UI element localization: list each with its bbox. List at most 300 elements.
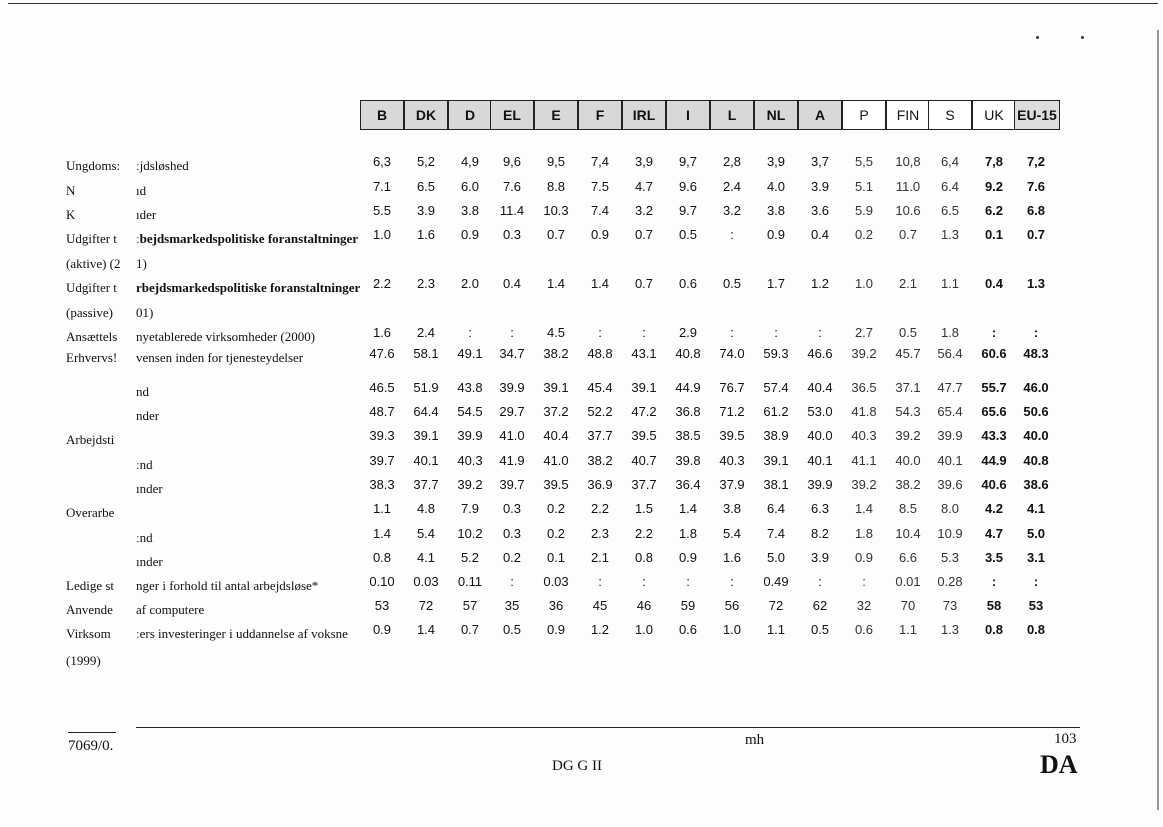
table-cell: : [598,325,602,340]
table-cell: : [774,325,778,340]
table-cell: : [468,325,472,340]
table-cell: 4.5 [546,325,566,340]
table-cell: 0.5 [678,227,698,242]
table-cell: : [1033,325,1039,340]
table-cell: 49.1 [457,346,483,361]
table-cell: 1.6 [722,550,742,565]
table-cell: 10.3 [543,203,569,218]
table-cell: 0.01 [895,574,921,589]
table-cell: 10.6 [895,203,921,218]
table-cell: 0.6 [678,276,698,291]
table-cell: 64.4 [413,404,439,419]
table-cell: 32 [856,598,872,613]
row-label-rest: ıd [136,183,147,198]
row-label-start: N [66,183,76,198]
table-cell: 38.6 [1023,477,1049,492]
country-header-irl: IRL [622,100,666,130]
row-label-rest: nger i forhold til antal arbejdsløse* [136,578,319,593]
table-cell: : [510,325,514,340]
row-label-rest: af computere [136,602,205,617]
footer-rule-left [68,732,116,733]
table-cell: 6.4 [766,501,786,516]
table-cell: 0.9 [766,227,786,242]
row-label-start: Arbejdsti [66,432,115,447]
table-cell: 0.2 [546,501,566,516]
footer-rule [136,727,1080,728]
table-cell: 40.1 [807,453,833,468]
table-cell: 4.7 [984,526,1004,541]
author-initials: mh [745,732,765,748]
table-cell: 0.5 [722,276,742,291]
row-label-start: (passive) [66,305,113,320]
table-cell: 3.8 [766,203,786,218]
row-label-start: Erhvervs! [66,350,118,365]
table-cell: 39.1 [543,380,569,395]
table-cell: 37.7 [413,477,439,492]
table-cell: 47.7 [937,380,963,395]
table-cell: 50.6 [1023,404,1049,419]
table-cell: 48.8 [587,346,613,361]
table-cell: 40.1 [413,453,439,468]
table-cell: 2.2 [634,526,654,541]
table-cell: 0.7 [634,227,654,242]
table-cell: 44.9 [675,380,701,395]
table-cell: 1.4 [372,526,392,541]
row-label-rest: ːjdsløshed [136,158,189,173]
table-cell: : [642,325,646,340]
row-label-rest: vensen inden for tjenesteydelser [136,350,304,365]
table-cell: 54.5 [457,404,483,419]
table-cell: 7.5 [590,179,610,194]
table-cell: 36.5 [851,380,877,395]
table-cell: 0.7 [898,227,918,242]
country-header-nl: NL [754,100,798,130]
table-cell: 9,5 [546,154,566,169]
row-label-start: Udgifter t [66,231,117,246]
table-cell: 5.3 [940,550,960,565]
table-cell: 2.0 [460,276,480,291]
table-cell: 0.8 [634,550,654,565]
table-cell: 6.8 [1026,203,1046,218]
row-label-rest: rbejdsmarkedspolitiske foranstaltninger [136,280,361,295]
table-cell: 0.8 [372,550,392,565]
country-header-e: E [534,100,578,130]
table-cell: 1.7 [766,276,786,291]
table-cell: 1.2 [810,276,830,291]
table-cell: 3.1 [1026,550,1046,565]
table-cell: 1.1 [766,622,786,637]
table-cell: 59.3 [763,346,789,361]
table-cell: 41.0 [543,453,569,468]
table-cell: 2.7 [854,325,874,340]
table-cell: 1.1 [898,622,918,637]
table-cell: 9.2 [984,179,1004,194]
table-cell: 1.0 [722,622,742,637]
table-cell: 46.5 [369,380,395,395]
scan-speck [1036,36,1039,39]
table-cell: 39.9 [499,380,525,395]
table-cell: 40.0 [807,428,833,443]
table-cell: 53 [374,598,390,613]
table-cell: 1.4 [854,501,874,516]
table-cell: 7.4 [590,203,610,218]
row-label-rest: ːbejdsmarkedspolitiske foranstaltninger [136,231,359,246]
table-cell: 40.6 [981,477,1007,492]
table-cell: 2,8 [722,154,742,169]
row-label-start: Udgifter t [66,280,117,295]
document-reference: 7069/0. [68,738,114,754]
table-cell: 11.4 [499,203,525,218]
table-cell: 9,7 [678,154,698,169]
country-header-d: D [448,100,492,130]
table-cell: 10.9 [937,526,963,541]
table-cell: 1.3 [1026,276,1046,291]
table-cell: 46 [636,598,652,613]
table-cell: 4.8 [416,501,436,516]
table-cell: 55.7 [981,380,1007,395]
table-cell: 0.9 [590,227,610,242]
table-cell: 45 [592,598,608,613]
table-cell: 40.7 [631,453,657,468]
country-header-fin: FIN [886,100,930,130]
table-cell: 37.9 [719,477,745,492]
country-header-i: I [666,100,710,130]
country-header-b: B [360,100,404,130]
table-cell: 48.3 [1023,346,1049,361]
table-cell: 37.7 [587,428,613,443]
row-label-start: (1999) [66,653,101,668]
table-cell: 2.4 [416,325,436,340]
table-cell: 38.2 [543,346,569,361]
scan-speck [1081,36,1084,39]
table-cell: 54.3 [895,404,921,419]
table-cell: 46.0 [1023,380,1049,395]
table-cell: : [818,325,822,340]
country-header-eu-15: EU-15 [1014,100,1060,130]
table-cell: 2.3 [416,276,436,291]
directorate: DG G II [552,758,602,774]
country-header-dk: DK [404,100,448,130]
table-cell: 2.1 [898,276,918,291]
country-header-s: S [928,100,972,130]
table-cell: 8.2 [810,526,830,541]
table-cell: 4.7 [634,179,654,194]
table-cell: 57 [462,598,478,613]
table-cell: 39.7 [499,477,525,492]
table-cell: 4.1 [416,550,436,565]
table-cell: 4,9 [460,154,480,169]
table-cell: 37.2 [543,404,569,419]
table-cell: 1.8 [678,526,698,541]
table-cell: 0.4 [502,276,522,291]
table-cell: 5.4 [722,526,742,541]
table-cell: 36.8 [675,404,701,419]
table-cell: 46.6 [807,346,833,361]
table-cell: 10.2 [457,526,483,541]
table-cell: 3.2 [634,203,654,218]
page-number: 103 [1054,731,1077,747]
table-cell: 0.7 [546,227,566,242]
table-cell: 73 [942,598,958,613]
table-cell: 1.2 [590,622,610,637]
table-cell: 0.28 [937,574,963,589]
table-cell: 61.2 [763,404,789,419]
table-cell: 3.5 [984,550,1004,565]
table-cell: 39.9 [807,477,833,492]
table-cell: 3,9 [634,154,654,169]
table-cell: 39.2 [851,477,877,492]
table-cell: 0.03 [543,574,569,589]
table-cell: 0.7 [634,276,654,291]
table-cell: 3.2 [722,203,742,218]
table-cell: 0.3 [502,227,522,242]
table-cell: 3.8 [460,203,480,218]
table-cell: 2.1 [590,550,610,565]
table-cell: 40.3 [719,453,745,468]
row-label-start: Overarbe [66,505,115,520]
table-cell: 37.1 [895,380,921,395]
table-cell: 8.0 [940,501,960,516]
table-cell: 5.0 [766,550,786,565]
table-cell: 7,8 [984,154,1004,169]
table-cell: 3,9 [766,154,786,169]
table-cell: 36 [548,598,564,613]
row-label-rest: ːnd [136,530,153,545]
table-cell: 0.2 [854,227,874,242]
table-cell: 0.49 [763,574,789,589]
table-cell: 35 [504,598,520,613]
table-cell: 7.4 [766,526,786,541]
top-rule [8,3,1158,4]
table-cell: 0.9 [460,227,480,242]
table-cell: 36.9 [587,477,613,492]
table-cell: 43.8 [457,380,483,395]
table-cell: 6.4 [940,179,960,194]
table-cell: 53 [1028,598,1044,613]
table-cell: 34.7 [499,346,525,361]
table-cell: 62 [812,598,828,613]
table-cell: 39.1 [763,453,789,468]
table-cell: 1.4 [590,276,610,291]
table-cell: 48.7 [369,404,395,419]
table-cell: 38.3 [369,477,395,492]
table-cell: 39.5 [631,428,657,443]
table-cell: 76.7 [719,380,745,395]
row-label-rest: 1) [136,256,147,271]
table-cell: 0.6 [854,622,874,637]
table-cell: 39.7 [369,453,395,468]
table-cell: 9,6 [502,154,522,169]
table-cell: 0.9 [854,550,874,565]
table-cell: 38.1 [763,477,789,492]
table-cell: 6.5 [416,179,436,194]
table-cell: 2.9 [678,325,698,340]
table-cell: 47.2 [631,404,657,419]
row-label-start: (aktive) (2 [66,256,121,271]
table-cell: 52.2 [587,404,613,419]
table-cell: 41.8 [851,404,877,419]
table-cell: 40.4 [543,428,569,443]
table-cell: 40.4 [807,380,833,395]
table-cell: 1.0 [634,622,654,637]
table-cell: 0.2 [502,550,522,565]
table-cell: 8.5 [898,501,918,516]
table-cell: 53.0 [807,404,833,419]
row-label-rest: ːnd [136,457,153,472]
row-label-rest: nder [136,408,160,423]
table-cell: : [730,325,734,340]
table-cell: 2.2 [590,501,610,516]
table-cell: 39.9 [937,428,963,443]
table-cell: 0.9 [546,622,566,637]
table-cell: 5.4 [416,526,436,541]
table-cell: 5.2 [460,550,480,565]
table-cell: 47.6 [369,346,395,361]
table-cell: 1.4 [678,501,698,516]
table-cell: 65.4 [937,404,963,419]
table-cell: 3.9 [416,203,436,218]
table-cell: 3.9 [810,550,830,565]
table-cell: 8.8 [546,179,566,194]
table-cell: 0.3 [502,501,522,516]
table-cell: 4.0 [766,179,786,194]
table-cell: 0.4 [984,276,1004,291]
table-cell: 7.1 [372,179,392,194]
table-cell: 38.5 [675,428,701,443]
row-label-rest: ınder [136,481,163,496]
country-header-el: EL [490,100,534,130]
table-cell: 58 [986,598,1002,613]
table-cell: 41.1 [851,453,877,468]
table-cell: 0.3 [502,526,522,541]
table-cell: 38.2 [587,453,613,468]
table-cell: 41.0 [499,428,525,443]
table-cell: 72 [768,598,784,613]
table-cell: 3.9 [810,179,830,194]
table-cell: 2.4 [722,179,742,194]
table-cell: 44.9 [981,453,1007,468]
table-cell: 5,5 [854,154,874,169]
table-cell: 40.3 [457,453,483,468]
table-cell: 37.7 [631,477,657,492]
table-cell: 4.2 [984,501,1004,516]
table-cell: 1.4 [546,276,566,291]
table-cell: 72 [418,598,434,613]
table-cell: 0.11 [457,574,483,589]
table-cell: 7.9 [460,501,480,516]
table-cell: 60.6 [981,346,1007,361]
table-cell: 0.5 [810,622,830,637]
table-cell: 5.9 [854,203,874,218]
table-cell: 5.1 [854,179,874,194]
table-cell: 5.0 [1026,526,1046,541]
table-cell: 6.0 [460,179,480,194]
table-cell: 70 [900,598,916,613]
table-cell: 57.4 [763,380,789,395]
table-cell: 43.1 [631,346,657,361]
language-code: DA [1040,750,1078,779]
table-cell: 0.7 [1026,227,1046,242]
table-cell: : [862,574,866,589]
row-label-rest: ːers investeringer i uddannelse af voksne [136,626,348,641]
table-cell: 0.5 [502,622,522,637]
row-label-start: Anvende [66,602,113,617]
table-cell: 1.0 [854,276,874,291]
table-cell: 1.5 [634,501,654,516]
table-cell: : [510,574,514,589]
table-cell: 0.1 [984,227,1004,242]
table-cell: 40.1 [937,453,963,468]
table-cell: 65.6 [981,404,1007,419]
country-header-uk: UK [972,100,1016,130]
table-cell: 38.2 [895,477,921,492]
table-cell: 40.3 [851,428,877,443]
table-cell: 3.6 [810,203,830,218]
table-cell: 7,4 [590,154,610,169]
table-cell: : [642,574,646,589]
table-cell: : [991,325,997,340]
table-cell: 56 [724,598,740,613]
table-cell: 41.9 [499,453,525,468]
table-cell: 39.2 [851,346,877,361]
table-cell: 39.6 [937,477,963,492]
table-cell: 2.2 [372,276,392,291]
table-cell: 1.6 [416,227,436,242]
row-label-start: Virksom [66,626,111,641]
table-cell: 4.1 [1026,501,1046,516]
table-cell: 0.03 [413,574,439,589]
table-cell: 1.4 [416,622,436,637]
table-cell: 40.0 [1023,428,1049,443]
table-cell: 6.6 [898,550,918,565]
table-cell: 39.1 [631,380,657,395]
row-label-rest: 01) [136,305,154,320]
table-cell: 40.8 [675,346,701,361]
table-cell: 7.6 [1026,179,1046,194]
country-header-l: L [710,100,754,130]
table-cell: 0.5 [898,325,918,340]
row-label-rest: nyetablerede virksomheder (2000) [136,329,316,344]
table-cell: 1.8 [854,526,874,541]
table-cell: 0.2 [546,526,566,541]
table-cell: 0.6 [678,622,698,637]
table-cell: 1.3 [940,622,960,637]
table-cell: 40.8 [1023,453,1049,468]
row-label-start: K [66,207,76,222]
table-cell: 39.2 [457,477,483,492]
table-cell: 45.7 [895,346,921,361]
table-cell: 2.3 [590,526,610,541]
table-cell: 40.0 [895,453,921,468]
table-cell: 29.7 [499,404,525,419]
table-cell: 1.3 [940,227,960,242]
table-cell: : [730,574,734,589]
country-header-a: A [798,100,842,130]
table-cell: 6,4 [940,154,960,169]
table-cell: 0.8 [1026,622,1046,637]
table-cell: 0.4 [810,227,830,242]
table-cell: 51.9 [413,380,439,395]
table-cell: 1.0 [372,227,392,242]
row-label-start: Ledige st [66,578,115,593]
table-cell: 6.3 [810,501,830,516]
table-cell: : [686,574,690,589]
table-cell: 3.8 [722,501,742,516]
table-cell: 38.9 [763,428,789,443]
table-cell: 5.5 [372,203,392,218]
table-cell: 6.2 [984,203,1004,218]
table-cell: 11.0 [895,179,921,194]
